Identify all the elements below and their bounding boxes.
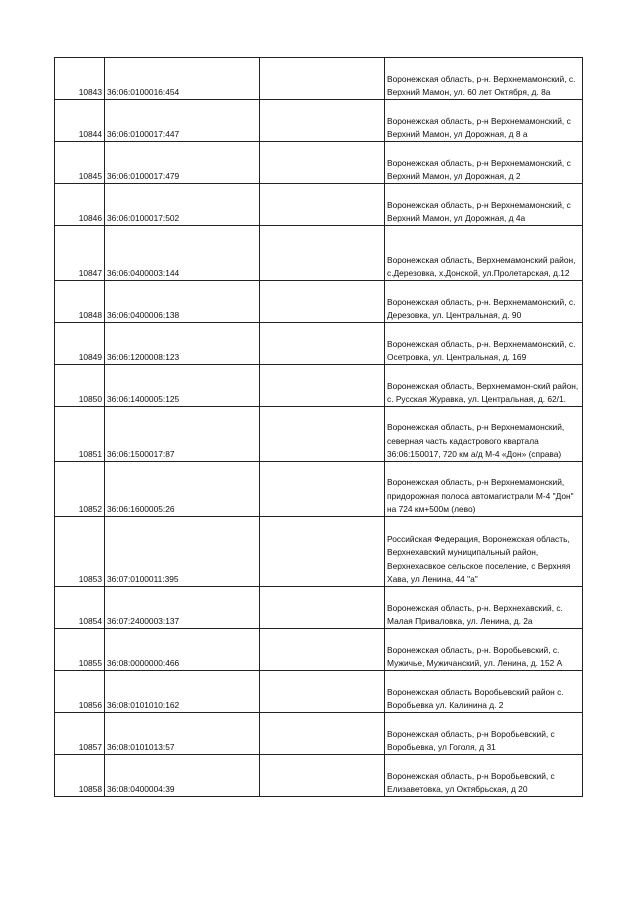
address-cell: Воронежская область, р-н Верхнемамонский, с Верхний Мамон, ул Дорожная, д 8 а	[385, 100, 583, 142]
cadastral-number: 36:07:2400003:137	[105, 587, 260, 629]
address-cell: Российская Федерация, Воронежская область, Верхнехавский муниципальный район, Верхнехасвкое сельское поселение, с Верхняя Хава, ул Ленина, 44 "а"	[385, 517, 583, 587]
address-cell: Воронежская область, Верхнемамон-ский район, с. Русская Журавка, ул. Центральная, д. 62/1.	[385, 365, 583, 407]
address-cell: Воронежская область, р-н. Верхнемамонский, с. Осетровка, ул. Центральная, д. 169	[385, 323, 583, 365]
empty-cell	[260, 407, 385, 462]
row-number: 10844	[55, 100, 105, 142]
cadastral-number: 36:06:1400005:125	[105, 365, 260, 407]
table-row	[55, 323, 583, 365]
address-cell: Воронежская область, р-н. Верхнемамонский, с. Верхний Мамон, ул. 60 лет Октября, д. 8а	[385, 58, 583, 100]
row-number: 10843	[55, 58, 105, 100]
table-row	[55, 713, 583, 755]
empty-cell	[260, 517, 385, 587]
cadastral-number: 36:06:0400006:138	[105, 281, 260, 323]
cadastral-number: 36:06:1200008:123	[105, 323, 260, 365]
row-number: 10853	[55, 517, 105, 587]
row-number: 10852	[55, 462, 105, 517]
empty-cell	[260, 142, 385, 184]
table-row	[55, 517, 583, 587]
address-cell: Воронежская область, р-н Воробьевский, с Воробьевка, ул Гоголя, д 31	[385, 713, 583, 755]
table-row	[55, 100, 583, 142]
cadastral-number: 36:06:0400003:144	[105, 226, 260, 281]
row-number: 10846	[55, 184, 105, 226]
table-row	[55, 587, 583, 629]
row-number: 10848	[55, 281, 105, 323]
row-number: 10849	[55, 323, 105, 365]
table-row	[55, 671, 583, 713]
cadastral-number: 36:08:0101010:162	[105, 671, 260, 713]
row-number: 10850	[55, 365, 105, 407]
cadastral-number: 36:08:0000000:466	[105, 629, 260, 671]
table-row	[55, 281, 583, 323]
empty-cell	[260, 281, 385, 323]
row-number: 10855	[55, 629, 105, 671]
property-table	[54, 57, 583, 797]
address-cell: Воронежская область, р-н. Верхнехавский, с. Малая Приваловка, ул. Ленина, д. 2а	[385, 587, 583, 629]
empty-cell	[260, 462, 385, 517]
cadastral-number: 36:06:1600005:26	[105, 462, 260, 517]
empty-cell	[260, 58, 385, 100]
table-row	[55, 226, 583, 281]
empty-cell	[260, 184, 385, 226]
empty-cell	[260, 713, 385, 755]
empty-cell	[260, 365, 385, 407]
table-row	[55, 142, 583, 184]
empty-cell	[260, 100, 385, 142]
cadastral-number: 36:08:0400004:39	[105, 755, 260, 797]
address-cell: Воронежская область, р-н Верхнемамонский, северная часть кадастрового квартала 36:06:150017, 720 км а/д М-4 «Дон» (справа)	[385, 407, 583, 462]
row-number: 10845	[55, 142, 105, 184]
empty-cell	[260, 629, 385, 671]
table-row	[55, 365, 583, 407]
cadastral-number: 36:06:0100016:454	[105, 58, 260, 100]
address-cell: Воронежская область, р-н. Воробьевский, с. Мужичье, Мужичанский, ул. Ленина, д. 152 А	[385, 629, 583, 671]
cadastral-number: 36:06:0100017:502	[105, 184, 260, 226]
empty-cell	[260, 755, 385, 797]
row-number: 10856	[55, 671, 105, 713]
empty-cell	[260, 671, 385, 713]
table-row	[55, 407, 583, 462]
table-row	[55, 755, 583, 797]
table-row	[55, 184, 583, 226]
row-number: 10851	[55, 407, 105, 462]
address-cell: Воронежская область, р-н. Верхнемамонский, с. Дерезовка, ул. Центральная, д. 90	[385, 281, 583, 323]
table-row	[55, 629, 583, 671]
address-cell: Воронежская область, р-н Верхнемамонский, придорожная полоса автомагистрали М-4 "Дон" на 724 км+500м (лево)	[385, 462, 583, 517]
table-row	[55, 462, 583, 517]
row-number: 10847	[55, 226, 105, 281]
address-cell: Воронежская область, р-н Верхнемамонский, с Верхний Мамон, ул Дорожная, д 4а	[385, 184, 583, 226]
cadastral-number: 36:08:0101013:57	[105, 713, 260, 755]
row-number: 10858	[55, 755, 105, 797]
empty-cell	[260, 323, 385, 365]
address-cell: Воронежская область Воробьевский район с. Воробьевка ул. Калинина д. 2	[385, 671, 583, 713]
row-number: 10854	[55, 587, 105, 629]
address-cell: Воронежская область, Верхнемамонский район, с.Дерезовка, х.Донской, ул.Пролетарская, д.12	[385, 226, 583, 281]
empty-cell	[260, 226, 385, 281]
address-cell: Воронежская область, р-н Верхнемамонский, с Верхний Мамон, ул Дорожная, д 2	[385, 142, 583, 184]
cadastral-number: 36:06:1500017:87	[105, 407, 260, 462]
address-cell: Воронежская область, р-н Воробьевский, с Елизаветовка, ул Октябрьская, д 20	[385, 755, 583, 797]
cadastral-number: 36:06:0100017:479	[105, 142, 260, 184]
cadastral-number: 36:07:0100011:395	[105, 517, 260, 587]
row-number: 10857	[55, 713, 105, 755]
cadastral-number: 36:06:0100017:447	[105, 100, 260, 142]
table-row	[55, 58, 583, 100]
empty-cell	[260, 587, 385, 629]
